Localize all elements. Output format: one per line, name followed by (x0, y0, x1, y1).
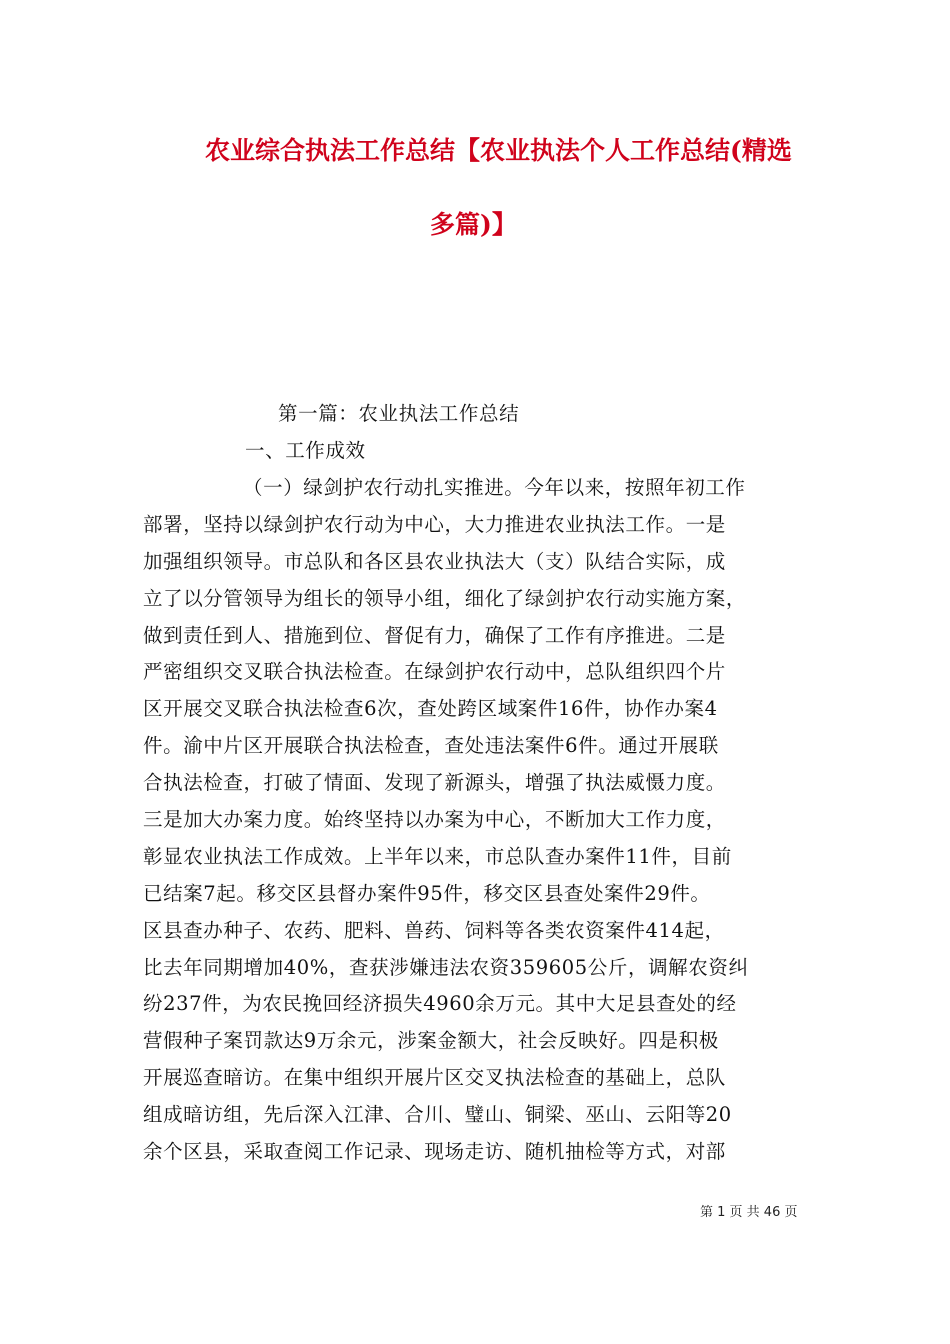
paragraph-line: 件。渝中片区开展联合执法检查，查处违法案件6件。通过开展联 (143, 734, 719, 758)
paragraph-line: 营假种子案罚款达9万余元，涉案金额大，社会反映好。四是积极 (143, 1029, 719, 1053)
paragraph-line: （一）绿剑护农行动扎实推进。今年以来，按照年初工作 (243, 476, 746, 499)
paragraph-line: 做到责任到人、措施到位、督促有力，确保了工作有序推进。二是 (143, 623, 726, 647)
paragraph-line: 区开展交叉联合执法检查6次，查处跨区域案件16件，协作办案4 (143, 697, 718, 721)
paragraph-line: 三是加大办案力度。始终坚持以办案为中心，不断加大工作力度， (143, 808, 726, 832)
paragraph-line: 加强组织领导。市总队和各区县农业执法大（支）队结合实际，成 (143, 549, 726, 573)
page-indicator: 第 1 页 共 46 页 (700, 1205, 798, 1220)
paragraph-line: 组成暗访组，先后深入江津、合川、璧山、铜梁、巫山、云阳等20 (143, 1103, 732, 1127)
subsection-heading: 一、工作成效 (245, 439, 366, 462)
paragraph-line: 立了以分管领导为组长的领导小组，细化了绿剑护农行动实施方案， (143, 586, 747, 610)
document-title-line-2: 多篇)】 (430, 210, 517, 239)
paragraph-line: 合执法检查，打破了情面、发现了新源头，增强了执法威慑力度。 (143, 771, 726, 795)
document-title-line-1: 农业综合执法工作总结【农业执法个人工作总结(精选 (205, 136, 792, 165)
paragraph-line: 开展巡查暗访。在集中组织开展片区交叉执法检查的基础上，总队 (143, 1066, 726, 1090)
paragraph-line: 部署，坚持以绿剑护农行动为中心，大力推进农业执法工作。一是 (143, 512, 726, 536)
body-paragraph (143, 470, 808, 1171)
paragraph-line: 纷237件，为农民挽回经济损失4960余万元。其中大足县查处的经 (143, 992, 737, 1016)
paragraph-line: 严密组织交叉联合执法检查。在绿剑护农行动中，总队组织四个片 (143, 660, 726, 684)
paragraph-line: 区县查办种子、农药、肥料、兽药、饲料等各类农资案件414起， (143, 918, 725, 942)
paragraph-line: 彰显农业执法工作成效。上半年以来，市总队查办案件11件，目前 (143, 844, 732, 868)
paragraph-line: 余个区县，采取查阅工作记录、现场走访、随机抽检等方式，对部 (143, 1140, 726, 1164)
paragraph-line: 比去年同期增加40%，查获涉嫌违法农资359605公斤，调解农资纠 (143, 955, 749, 979)
paragraph-line: 已结案7起。移交区县督办案件95件，移交区县查处案件29件。 (143, 881, 711, 905)
section-title: 第一篇：农业执法工作总结 (278, 402, 520, 425)
